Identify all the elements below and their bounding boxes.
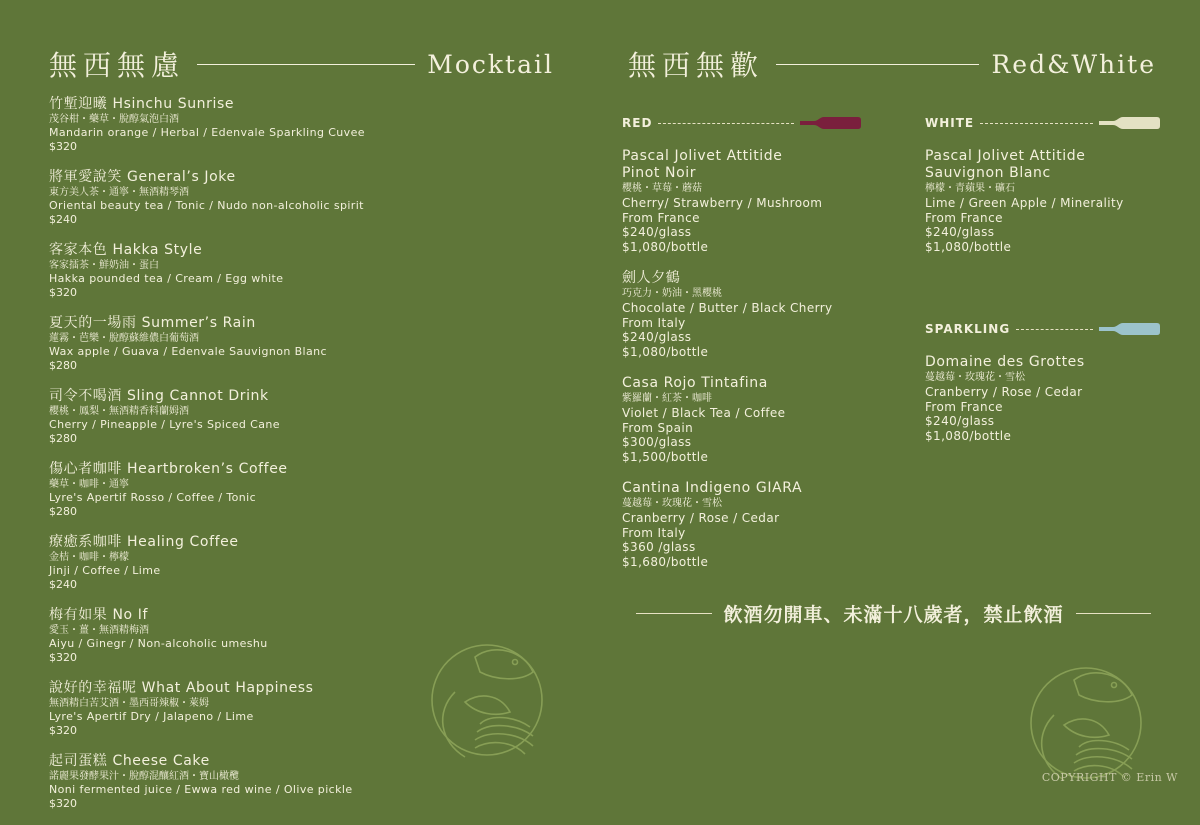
wine-detail: From Italy xyxy=(622,525,686,540)
wine-name: Cantina Indigeno GIARA xyxy=(622,480,803,496)
wine-notes-zh: 蔓越莓・玫瑰花・雪松 xyxy=(622,498,722,509)
mocktail-ingredients-zh: 金桔・咖啡・檸檬 xyxy=(49,552,129,563)
wine-item xyxy=(622,375,862,464)
drinking-warning xyxy=(636,600,1151,627)
mocktail-item xyxy=(49,95,569,154)
mocktail-item xyxy=(49,533,569,592)
mocktail-ingredients-en: Lyre's Apertif Rosso / Coffee / Tonic xyxy=(49,491,257,504)
wine-detail: Cranberry / Rose / Cedar xyxy=(925,385,1083,399)
mocktail-item xyxy=(49,387,569,446)
wine-title-en: Red&White xyxy=(991,49,1156,79)
red-label: RED xyxy=(622,116,653,130)
wine-name: Pascal Jolivet Attitide xyxy=(622,148,783,164)
mocktail-ingredients-zh: 茂谷柑・藥草・脫醇氣泡白酒 xyxy=(49,114,179,125)
mocktail-ingredients-en: Cherry / Pineapple / Lyre's Spiced Cane xyxy=(49,418,280,431)
wine-detail: $1,080/bottle xyxy=(622,344,709,359)
bottle-icon xyxy=(1099,322,1161,336)
red-wine-column xyxy=(622,116,862,585)
mocktail-price: $320 xyxy=(49,286,77,299)
dashed-leader xyxy=(1016,329,1093,330)
dashed-leader xyxy=(658,123,794,124)
mocktail-item xyxy=(49,241,569,300)
fish-wave-icon xyxy=(1024,655,1149,790)
mocktail-name: 傷心者咖啡 Heartbroken’s Coffee xyxy=(49,461,288,477)
mocktail-ingredients-zh: 客家擂茶・鮮奶油・蛋白 xyxy=(49,260,159,271)
wine-detail: $240/glass xyxy=(925,414,995,428)
wine-name: Casa Rojo Tintafina xyxy=(622,375,768,391)
wine-detail: From France xyxy=(622,210,700,225)
mocktail-ingredients-zh: 蓮霧・芭樂・脫醇蘇維儂白葡萄酒 xyxy=(49,333,199,344)
wine-detail: Chocolate / Butter / Black Cherry xyxy=(622,301,833,315)
wine-notes-zh: 檸檬・青蘋果・礦石 xyxy=(925,183,1015,194)
mocktail-ingredients-zh: 東方美人茶・通寧・無酒精琴酒 xyxy=(49,187,189,198)
mocktail-price: $320 xyxy=(49,651,77,664)
mocktail-ingredients-zh: 愛玉・薑・無酒精梅酒 xyxy=(49,625,149,636)
white-category-header xyxy=(925,116,1161,130)
white-label: WHITE xyxy=(925,116,975,130)
wine-title-zh: 無西無歡 xyxy=(628,49,765,82)
wine-notes-zh: 巧克力・奶油・黑櫻桃 xyxy=(622,288,722,299)
warning-rule-right xyxy=(1076,613,1152,614)
dashed-leader xyxy=(980,123,1093,124)
wine-header xyxy=(628,44,1156,84)
wine-item xyxy=(622,270,862,359)
mocktail-ingredients-en: Noni fermented juice / Ewwa red wine / Olive pickle xyxy=(49,783,353,796)
mocktail-name: 司令不喝酒 Sling Cannot Drink xyxy=(49,388,269,404)
wine-detail: From France xyxy=(925,399,1003,414)
mocktail-ingredients-zh: 諾麗果發酵果汁・脫醇混釀紅酒・寶山橄欖 xyxy=(49,771,239,782)
wine-item xyxy=(622,480,862,569)
mocktail-name: 客家本色 Hakka Style xyxy=(49,242,203,258)
sparkling-category-header xyxy=(925,322,1161,336)
mocktail-title-en: Mocktail xyxy=(427,49,554,79)
fish-wave-icon xyxy=(425,632,550,767)
mocktail-name: 夏天的一場雨 Summer’s Rain xyxy=(49,315,256,331)
wine-notes-zh: 櫻桃・草莓・蘑菇 xyxy=(622,183,702,194)
mocktail-ingredients-zh: 無酒精白苦艾酒・墨西哥辣椒・萊姆 xyxy=(49,698,209,709)
red-category-header xyxy=(622,116,862,130)
wine-name: Pascal Jolivet Attitide xyxy=(925,148,1086,164)
wine-name: 劍人夕鶴 xyxy=(622,270,681,286)
wine-detail: From Spain xyxy=(622,420,694,435)
mocktail-item xyxy=(49,460,569,519)
mocktail-price: $280 xyxy=(49,505,77,518)
wine-name: Pinot Noir xyxy=(622,165,697,181)
wine-detail: $1,080/bottle xyxy=(925,239,1012,254)
wine-detail: $1,080/bottle xyxy=(925,428,1012,443)
mocktail-price: $240 xyxy=(49,213,77,226)
mocktail-ingredients-zh: 櫻桃・鳳梨・無酒精香料蘭姆酒 xyxy=(49,406,189,417)
white-wine-column xyxy=(925,116,1161,270)
wine-detail: $240/glass xyxy=(622,225,692,239)
wine-detail: $300/glass xyxy=(622,435,692,449)
warning-text: 飲酒勿開車、未滿十八歲者，禁止飲酒 xyxy=(723,604,1064,626)
mocktail-title-zh: 無西無慮 xyxy=(49,49,186,82)
wine-detail: $1,080/bottle xyxy=(622,239,709,254)
header-divider xyxy=(197,64,415,65)
wine-detail: Violet / Black Tea / Coffee xyxy=(622,406,786,420)
wine-detail: $360 /glass xyxy=(622,540,696,554)
mocktail-ingredients-en: Hakka pounded tea / Cream / Egg white xyxy=(49,272,284,285)
mocktail-ingredients-en: Oriental beauty tea / Tonic / Nudo non-alcoholic spirit xyxy=(49,199,364,212)
mocktail-ingredients-en: Mandarin orange / Herbal / Edenvale Sparkling Cuvee xyxy=(49,126,365,139)
mocktail-header xyxy=(49,44,554,84)
wine-item xyxy=(925,354,1161,443)
wine-item xyxy=(925,148,1161,254)
mocktail-name: 梅有如果 No If xyxy=(49,607,148,623)
mocktail-price: $280 xyxy=(49,359,77,372)
mocktail-name: 說好的幸福呢 What About Happiness xyxy=(49,680,314,696)
mocktail-price: $320 xyxy=(49,797,77,810)
header-divider xyxy=(776,64,979,65)
sparkling-wine-column xyxy=(925,322,1161,459)
bottle-icon xyxy=(800,116,862,130)
mocktail-name: 將軍愛說笑 General’s Joke xyxy=(49,169,236,185)
mocktail-item xyxy=(49,168,569,227)
mocktail-price: $320 xyxy=(49,140,77,153)
warning-rule-left xyxy=(636,613,712,614)
wine-detail: Lime / Green Apple / Minerality xyxy=(925,196,1124,210)
wine-detail: $1,680/bottle xyxy=(622,554,709,569)
wine-name: Domaine des Grottes xyxy=(925,354,1085,370)
mocktail-name: 起司蛋糕 Cheese Cake xyxy=(49,753,210,769)
mocktail-price: $240 xyxy=(49,578,77,591)
mocktail-ingredients-en: Lyre's Apertif Dry / Jalapeno / Lime xyxy=(49,710,254,723)
bottle-icon xyxy=(1099,116,1161,130)
wine-detail: $240/glass xyxy=(622,330,692,344)
wine-item xyxy=(622,148,862,254)
mocktail-item xyxy=(49,314,569,373)
wine-detail: From France xyxy=(925,210,1003,225)
mocktail-price: $280 xyxy=(49,432,77,445)
wine-detail: From Italy xyxy=(622,315,686,330)
wine-notes-zh: 蔓越莓・玫瑰花・雪松 xyxy=(925,372,1025,383)
mocktail-ingredients-en: Wax apple / Guava / Edenvale Sauvignon Blanc xyxy=(49,345,327,358)
wine-notes-zh: 紫羅蘭・紅茶・咖啡 xyxy=(622,393,712,404)
mocktail-ingredients-zh: 藥草・咖啡・通寧 xyxy=(49,479,129,490)
wine-detail: $1,500/bottle xyxy=(622,449,709,464)
sparkling-label: SPARKLING xyxy=(925,322,1011,336)
mocktail-ingredients-en: Jinji / Coffee / Lime xyxy=(49,564,161,577)
mocktail-name: 竹塹迎曦 Hsinchu Sunrise xyxy=(49,96,235,112)
wine-detail: Cherry/ Strawberry / Mushroom xyxy=(622,196,823,210)
wine-name: Sauvignon Blanc xyxy=(925,165,1051,181)
mocktail-price: $320 xyxy=(49,724,77,737)
copyright: COPYRIGHT © Erin W xyxy=(1041,771,1178,784)
wine-detail: $240/glass xyxy=(925,225,995,239)
wine-detail: Cranberry / Rose / Cedar xyxy=(622,511,780,525)
mocktail-ingredients-en: Aiyu / Ginegr / Non-alcoholic umeshu xyxy=(49,637,268,650)
mocktail-name: 療癒系咖啡 Healing Coffee xyxy=(49,534,239,550)
